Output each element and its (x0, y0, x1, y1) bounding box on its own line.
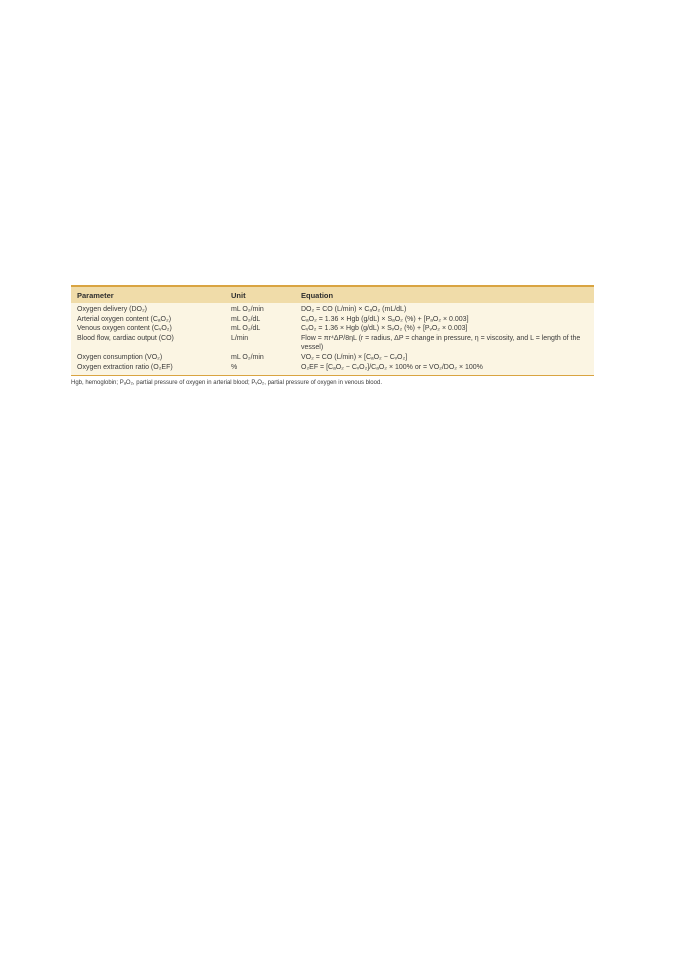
table-footnote: Hgb, hemoglobin; PₐO₂, partial pressure of oxygen in arterial blood; PᵥO₂, partial pressure of oxygen in venous blood. (71, 380, 382, 387)
header-unit: Unit (231, 290, 246, 300)
cell-parameter: Oxygen delivery (DO₂) (77, 306, 148, 313)
cell-equation: DO₂ = CO (L/min) × CₐO₂ (mL/dL) (301, 306, 407, 313)
cell-equation: CᵥO₂ = 1.36 × Hgb (g/dL) × SᵥO₂ (%) + [PᵥO₂ × 0.003] (301, 325, 468, 333)
oxygen-parameters-table (71, 285, 594, 387)
header-parameter: Parameter (77, 290, 114, 300)
cell-unit: mL O₂/dL (231, 315, 261, 323)
table-row (71, 353, 594, 363)
cell-equation: VO₂ = CO (L/min) × [CₐO₂ − CᵥO₂] (301, 353, 408, 361)
table-bottom-rule (71, 375, 594, 376)
cell-parameter: Blood flow, cardiac output (CO) (77, 334, 174, 342)
cell-unit: mL O₂/min (231, 306, 264, 313)
cell-unit: % (231, 363, 238, 371)
table-row (71, 315, 594, 325)
cell-unit: mL O₂/dL (231, 325, 261, 333)
table-body (71, 303, 594, 375)
cell-unit: L/min (231, 334, 249, 342)
cell-parameter: Oxygen extraction ratio (O₂EF) (77, 363, 173, 371)
header-equation: Equation (301, 290, 334, 300)
table-row (71, 305, 594, 315)
table-row (71, 363, 594, 373)
cell-equation: Flow = πr⁴ΔP/8ηL (r = radius, ΔP = change in pressure, η = viscosity, and L = length of the vessel) (301, 334, 581, 352)
table-row (71, 324, 594, 334)
cell-parameter: Oxygen consumption (VO₂) (77, 353, 163, 361)
cell-unit: mL O₂/min (231, 353, 264, 361)
table-header-row (71, 287, 594, 303)
cell-parameter: Arterial oxygen content (CₐO₂) (77, 315, 172, 323)
table-row (71, 334, 594, 353)
cell-equation: O₂EF = [CₐO₂ − CᵥO₂]/CₐO₂ × 100% or = VO₂/DO₂ × 100% (301, 363, 483, 371)
cell-parameter: Venous oxygen content (CᵥO₂) (77, 325, 172, 333)
cell-equation: CₐO₂ = 1.36 × Hgb (g/dL) × SₐO₂ (%) + [PₐO₂ × 0.003] (301, 315, 469, 323)
